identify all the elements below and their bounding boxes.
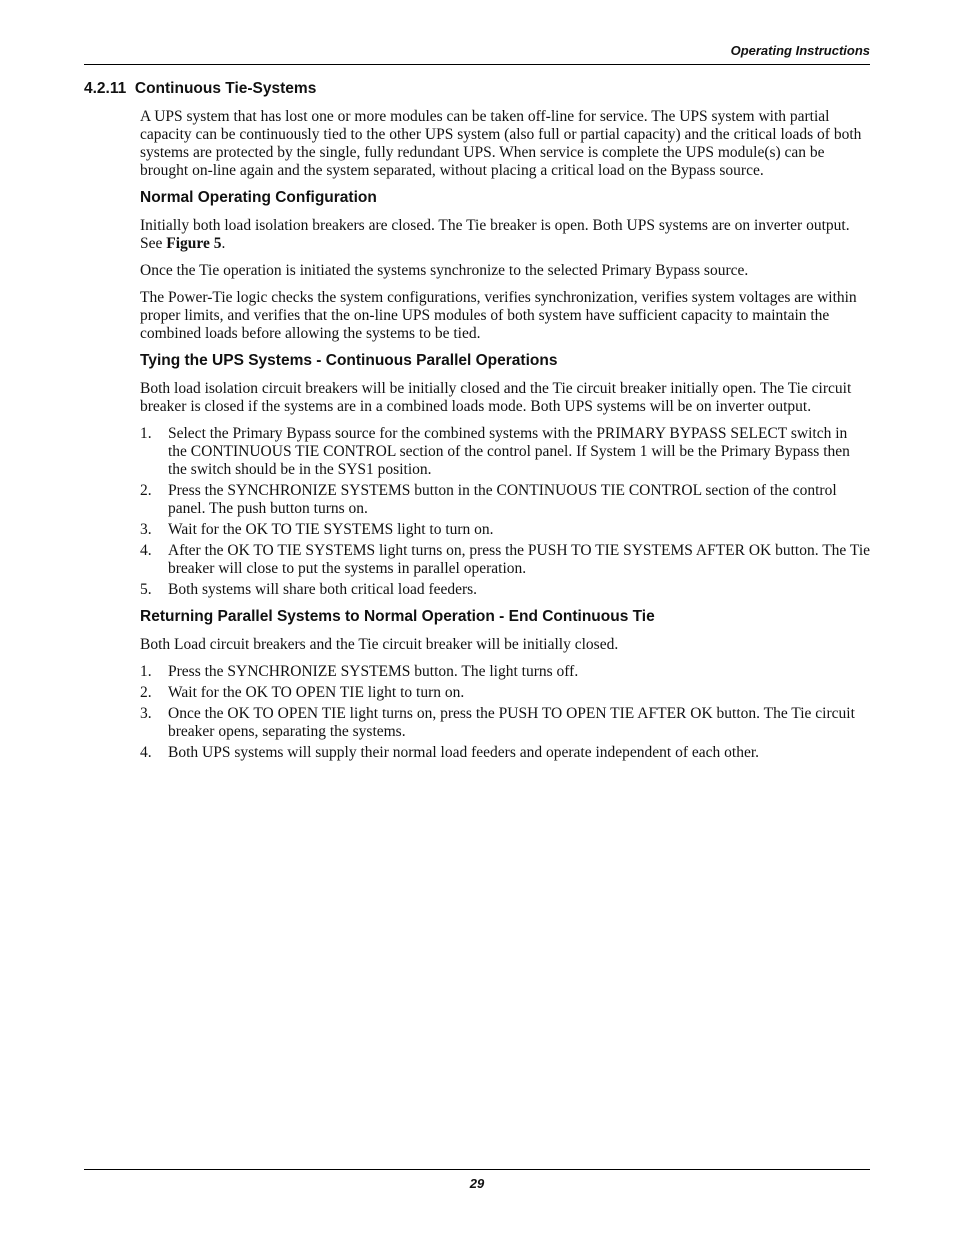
step-number: 4.	[140, 744, 152, 761]
returning-heading: Returning Parallel Systems to Normal Operation - End Continuous Tie	[140, 608, 655, 625]
step-number: 1.	[140, 425, 152, 442]
step-number: 1.	[140, 663, 152, 680]
normal-config-paragraph-3: The Power-Tie logic checks the system configurations, verifies synchronization, verifies system voltages are within proper limits, and verifies that the on-line UPS modules of both system have sufficient capacity to maintain the combined loads before allowing the systems to be tied.	[140, 289, 857, 342]
normal-config-heading: Normal Operating Configuration	[140, 189, 377, 206]
running-header: Operating Instructions	[730, 43, 870, 58]
list-item	[140, 744, 870, 762]
step-text: Press the SYNCHRONIZE SYSTEMS button in the CONTINUOUS TIE CONTROL section of the control panel. The push button turns on.	[168, 482, 837, 517]
step-number: 2.	[140, 482, 152, 499]
header-divider	[84, 64, 870, 65]
footer-divider	[84, 1169, 870, 1170]
step-text: Once the OK TO OPEN TIE light turns on, press the PUSH TO OPEN TIE AFTER OK button. The Tie circuit breaker opens, separating the systems.	[168, 705, 855, 740]
tying-steps-list	[140, 425, 870, 599]
list-item	[140, 684, 870, 702]
step-number: 3.	[140, 705, 152, 722]
section-heading	[84, 80, 316, 98]
step-text: After the OK TO TIE SYSTEMS light turns on, press the PUSH TO TIE SYSTEMS AFTER OK button. The Tie breaker will close to put the systems in parallel operation.	[168, 542, 871, 577]
tying-intro: Both load isolation circuit breakers will be initially closed and the Tie circuit breaker initially open. The Tie circuit breaker is closed if the systems are in a combined loads mode. Both UPS systems will be on inverter output.	[140, 380, 852, 415]
normal-config-text: Initially both load isolation breakers are closed. The Tie breaker is open. Both UPS systems are on inverter output. See	[140, 217, 850, 252]
list-item	[140, 542, 870, 578]
step-number: 4.	[140, 542, 152, 559]
step-text: Both UPS systems will supply their normal load feeders and operate independent of each other.	[168, 744, 760, 761]
step-text: Wait for the OK TO OPEN TIE light to turn on.	[168, 684, 465, 701]
list-item	[140, 663, 870, 681]
section-content	[140, 108, 870, 771]
normal-config-paragraph-2: Once the Tie operation is initiated the systems synchronize to the selected Primary Bypass source.	[140, 262, 749, 279]
sentence-end: .	[221, 235, 226, 252]
step-number: 5.	[140, 581, 152, 598]
section-number: 4.2.11	[84, 80, 127, 97]
figure-reference: Figure 5	[166, 235, 222, 252]
list-item	[140, 705, 870, 741]
list-item	[140, 521, 870, 539]
list-item	[140, 581, 870, 599]
step-text: Both systems will share both critical load feeders.	[168, 581, 478, 598]
step-text: Wait for the OK TO TIE SYSTEMS light to turn on.	[168, 521, 494, 538]
returning-intro: Both Load circuit breakers and the Tie circuit breaker will be initially closed.	[140, 636, 619, 653]
step-text: Press the SYNCHRONIZE SYSTEMS button. The light turns off.	[168, 663, 579, 680]
page-number: 29	[469, 1176, 485, 1191]
intro-paragraph: A UPS system that has lost one or more modules can be taken off-line for service. The UPS system with partial capacity can be continuously tied to the other UPS system (also full or partial capacity) and the critical loads of both systems are protected by the single, fully redundant UPS. When service is complete the UPS module(s) can be brought on-line again and the system separated, without placing a critical load on the Bypass source.	[140, 108, 862, 179]
section-title: Continuous Tie-Systems	[134, 80, 317, 97]
tying-heading: Tying the UPS Systems - Continuous Parallel Operations	[140, 352, 558, 369]
normal-config-paragraph-1	[140, 217, 870, 253]
step-number: 3.	[140, 521, 152, 538]
returning-steps-list	[140, 663, 870, 762]
step-number: 2.	[140, 684, 152, 701]
step-text: Select the Primary Bypass source for the combined systems with the PRIMARY BYPASS SELECT switch in the CONTINUOUS TIE CONTROL section of the control panel. If System 1 will be the Primary Bypass then the switch should be in the SYS1 position.	[168, 425, 850, 478]
list-item	[140, 482, 870, 518]
list-item	[140, 425, 870, 479]
